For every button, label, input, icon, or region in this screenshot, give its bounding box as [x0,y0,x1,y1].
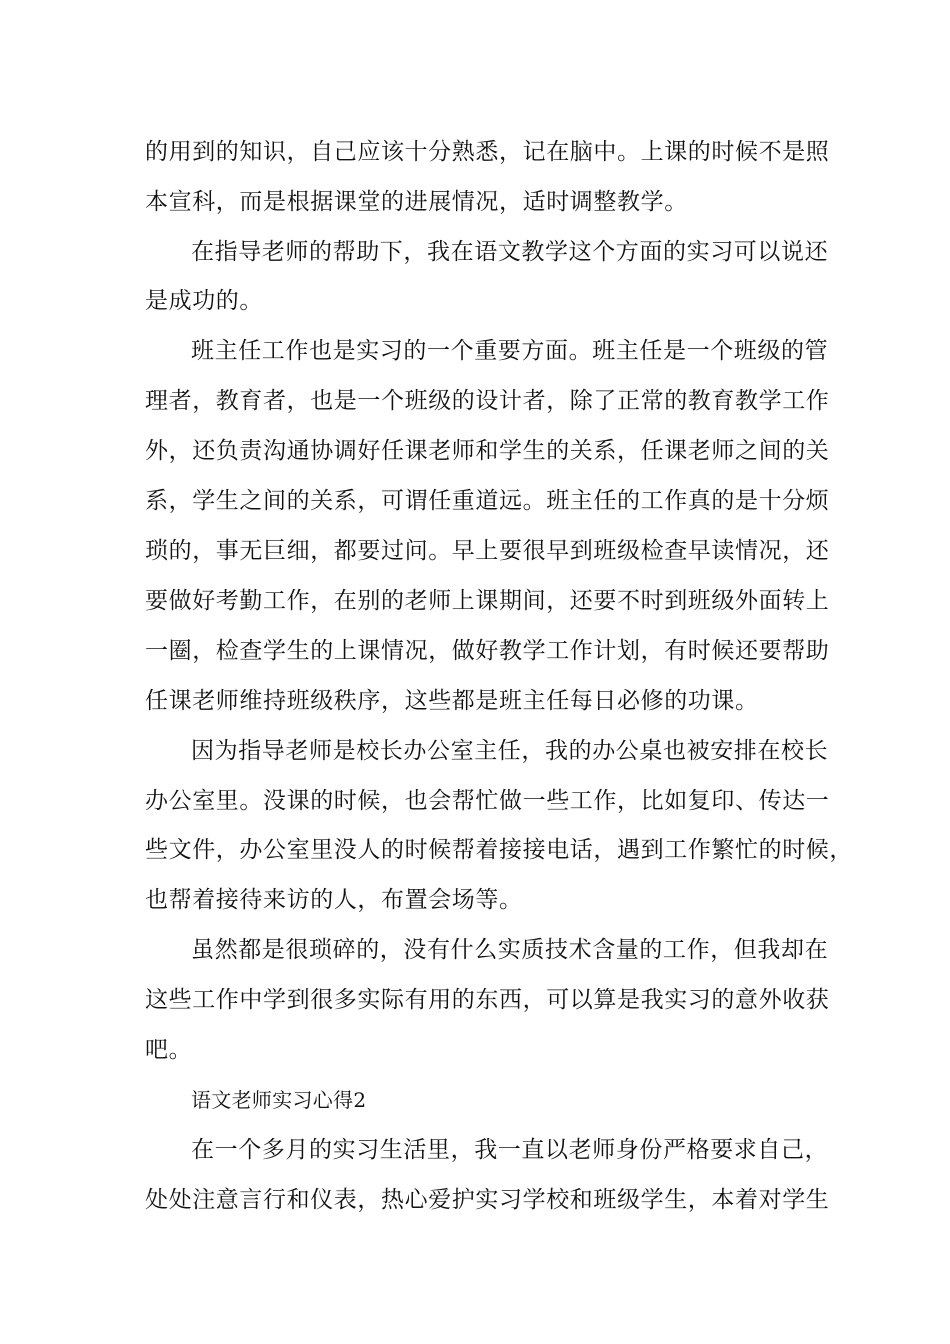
text-line: 办公室里。没课的时候，也会帮忙做一些工作，比如复印、传达一 [145,788,830,814]
paragraph-start: 班主任工作也是实习的一个重要方面。班主任是一个班级的管 [191,338,829,364]
text-line: 是成功的。 [145,288,263,314]
text-line: 琐的，事无巨细，都要过问。早上要很早到班级检查早读情况，还 [145,538,830,564]
text-line: 的用到的知识，自己应该十分熟悉，记在脑中。上课的时候不是照 [145,139,830,165]
text-line: 也帮着接待来访的人，布置会场等。 [145,887,523,913]
text-line: 这些工作中学到很多实际有用的东西，可以算是我实习的意外收获 [145,987,830,1013]
text-line: 本宣科，而是根据课堂的进展情况，适时调整教学。 [145,189,688,215]
text-line: 系，学生之间的关系，可谓任重道远。班主任的工作真的是十分烦 [145,488,830,514]
text-line: 要做好考勤工作，在别的老师上课期间，还要不时到班级外面转上 [145,588,830,614]
paragraph-start: 虽然都是很琐碎的，没有什么实质技术含量的工作，但我却在 [191,937,829,963]
text-line: 些文件，办公室里没人的时候帮着接接电话，遇到工作繁忙的时候， [145,837,853,863]
text-line: 一圈，检查学生的上课情况，做好教学工作计划，有时候还要帮助 [145,638,830,664]
text-line: 处处注意言行和仪表，热心爱护实习学校和班级学生，本着对学生 [145,1187,830,1213]
paragraph-start: 因为指导老师是校长办公室主任，我的办公桌也被安排在校长 [191,738,829,764]
paragraph-start: 在指导老师的帮助下，我在语文教学这个方面的实习可以说还 [191,239,829,265]
text-line: 吧。 [145,1037,193,1063]
section-heading: 语文老师实习心得2 [191,1088,367,1112]
text-line: 理者，教育者，也是一个班级的设计者，除了正常的教育教学工作 [145,388,830,414]
text-line: 任课老师维持班级秩序，这些都是班主任每日必修的功课。 [145,688,759,714]
text-line: 外，还负责沟通协调好任课老师和学生的关系，任课老师之间的关 [145,438,830,464]
paragraph-start: 在一个多月的实习生活里，我一直以老师身份严格要求自己， [191,1137,829,1163]
